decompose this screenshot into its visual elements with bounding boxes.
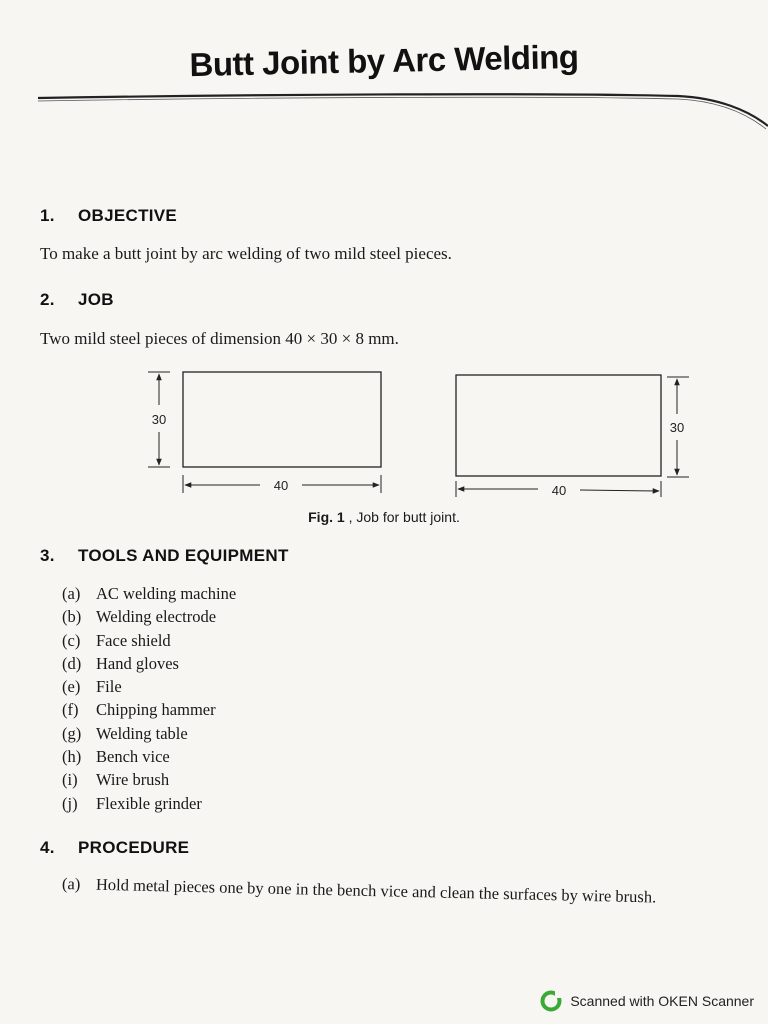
list-item — [62, 792, 236, 815]
list-item — [62, 768, 236, 791]
procedure-step — [62, 874, 657, 907]
section-title: OBJECTIVE — [78, 206, 178, 225]
list-item-label: AC welding machine — [96, 584, 237, 603]
left-height-label: 30 — [151, 412, 167, 427]
left-piece — [148, 372, 381, 493]
oken-scanner-logo-icon — [540, 990, 562, 1012]
figure-number: Fig. 1 — [308, 509, 345, 525]
left-plate — [183, 372, 381, 467]
job-text: Two mild steel pieces of dimension 40 × 30 × 8 mm. — [40, 329, 399, 348]
section-title: PROCEDURE — [78, 838, 190, 857]
list-item-index: (h) — [62, 747, 82, 767]
scanner-text: Scanned with OKEN Scanner — [570, 993, 754, 1009]
list-item — [62, 582, 236, 605]
section-number: 2. — [40, 290, 55, 309]
list-item-label: Wire brush — [96, 770, 170, 790]
list-item-label: Flexible grinder — [96, 793, 202, 813]
section-title: TOOLS AND EQUIPMENT — [78, 546, 289, 565]
list-item-label: Bench vice — [96, 747, 170, 767]
list-item-index: (j) — [62, 793, 78, 813]
list-item — [62, 698, 236, 721]
figure-caption-text: Job for butt joint. — [356, 509, 460, 525]
list-item-label: Hand gloves — [96, 653, 179, 673]
right-piece — [456, 375, 689, 498]
list-item — [62, 629, 236, 652]
procedure-step-text: Hold metal pieces one by one in the bench vice and clean the surfaces by wire brush. — [95, 874, 657, 907]
left-width-label: 40 — [273, 478, 289, 493]
title-underline — [38, 90, 768, 130]
right-width-label: 40 — [551, 483, 567, 498]
page-title: Butt Joint by Arc Welding — [189, 37, 579, 84]
list-item — [62, 675, 236, 698]
list-item-index: (i) — [62, 770, 78, 790]
right-plate — [456, 375, 661, 476]
list-item-label: Chipping hammer — [96, 700, 216, 720]
list-item — [62, 605, 236, 628]
section-number: 1. — [40, 206, 55, 225]
list-item-index: (b) — [62, 607, 82, 627]
list-item — [62, 745, 236, 768]
list-item-index: (d) — [62, 653, 82, 673]
list-item-index: (c) — [62, 630, 81, 650]
section-number: 3. — [40, 546, 55, 565]
list-item-index: (a) — [62, 584, 81, 603]
section-heading-tools — [40, 546, 289, 566]
section-heading-job — [40, 290, 114, 310]
procedure-step-index: (a) — [61, 874, 81, 894]
job-figure — [140, 360, 700, 500]
figure-caption — [0, 509, 768, 525]
figure-caption-separator: , — [348, 509, 353, 525]
list-item-label: Face shield — [96, 630, 171, 650]
section-heading-procedure — [40, 838, 189, 858]
list-item-label: Welding table — [96, 723, 188, 743]
scanner-watermark — [540, 990, 754, 1012]
right-height-label: 30 — [669, 420, 685, 435]
list-item-index: (e) — [62, 677, 81, 697]
list-item-index: (g) — [62, 723, 82, 743]
list-item-index: (f) — [62, 700, 79, 720]
list-item — [62, 722, 236, 745]
objective-text: To make a butt joint by arc welding of two mild steel pieces. — [40, 244, 452, 263]
section-heading-objective — [40, 206, 177, 226]
list-item-label: File — [96, 677, 122, 697]
list-item-label: Welding electrode — [96, 607, 217, 627]
section-number: 4. — [40, 838, 55, 857]
tools-list — [62, 582, 236, 815]
list-item — [62, 652, 236, 675]
section-title: JOB — [78, 290, 114, 309]
